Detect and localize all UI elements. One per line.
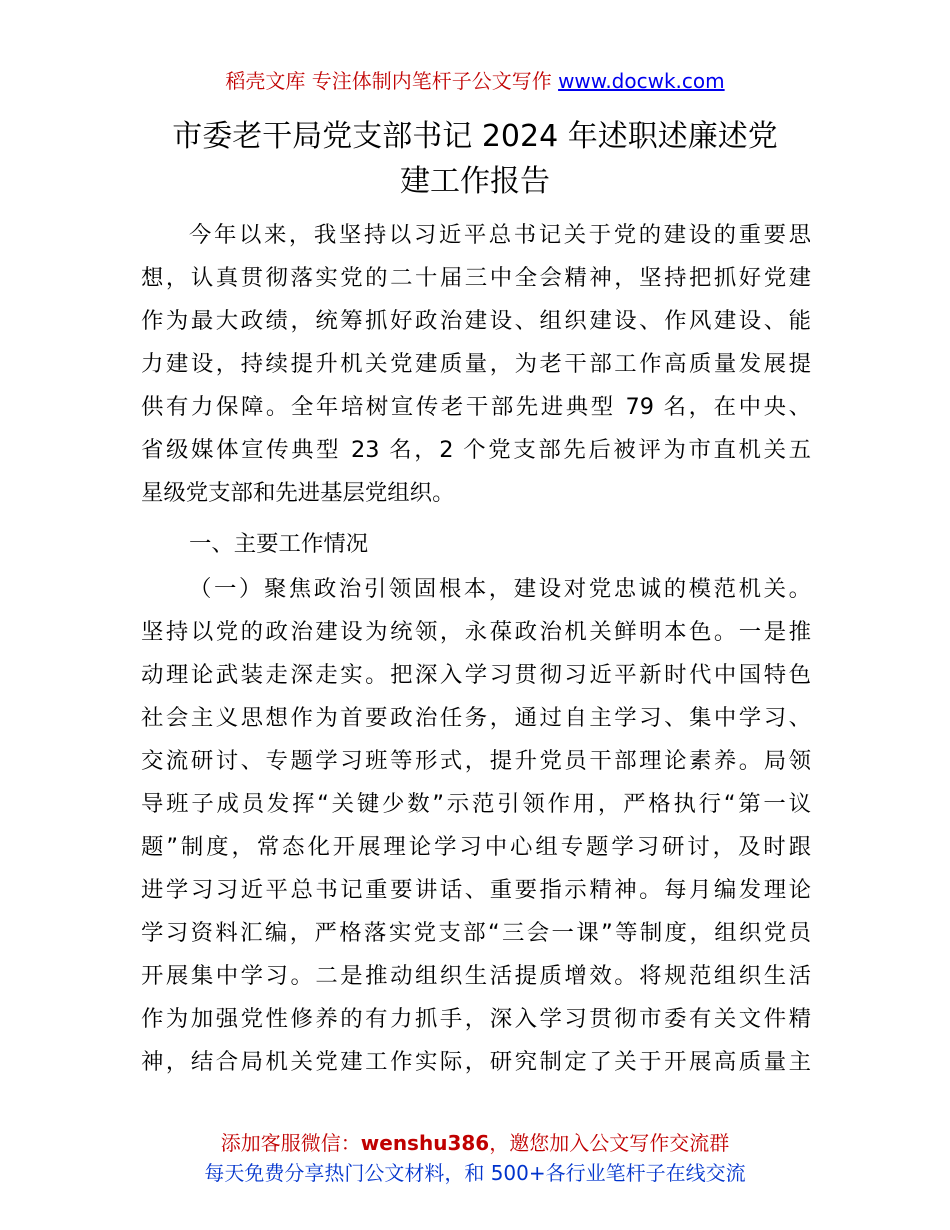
body-line: 题”制度，常态化开展理论学习中心组专题学习研讨，及时跟 xyxy=(141,834,811,860)
title-line-2: 建工作报告 xyxy=(400,164,550,199)
body-line: 社会主义思想作为首要政治任务，通过自主学习、集中学习、 xyxy=(141,705,811,731)
site-link[interactable]: www.docwk.com xyxy=(558,69,725,93)
brand-tagline: 稻壳文库 专注体制内笔杆子公文写作 xyxy=(225,69,552,93)
body-line: 想，认真贯彻落实党的二十届三中全会精神，坚持把抓好党建 xyxy=(141,265,811,291)
footer-promo: 每天免费分享热门公文材料，和 500+各行业笔杆子在线交流 xyxy=(204,1161,746,1185)
wechat-prefix: 添加客服微信： xyxy=(220,1131,361,1155)
body-line: （一）聚焦政治引领固根本，建设对党忠诚的模范机关。 xyxy=(189,576,811,602)
body-line: 交流研讨、专题学习班等形式，提升党员干部理论素养。局领 xyxy=(141,748,811,774)
wechat-id: wenshu386 xyxy=(360,1131,490,1155)
footer-banner xyxy=(0,1128,950,1188)
wechat-invite xyxy=(0,1128,950,1158)
body-line: 作为加强党性修养的有力抓手，深入学习贯彻市委有关文件精 xyxy=(141,1006,811,1032)
body-line: 动理论武装走深走实。把深入学习贯彻习近平新时代中国特色 xyxy=(141,662,811,688)
section-heading-wrap xyxy=(141,515,811,563)
paragraph-intro xyxy=(141,214,811,515)
body-line: 坚持以党的政治建设为统领，永葆政治机关鲜明本色。一是推 xyxy=(141,619,811,645)
title-line-1: 市委老干局党支部书记 2024 年述职述廉述党 xyxy=(172,119,778,154)
paragraph-political xyxy=(141,568,811,1084)
body-line: 导班子成员发挥“关键少数”示范引领作用，严格执行“第一议 xyxy=(141,791,811,817)
body-line: 星级党支部和先进基层党组织。 xyxy=(141,480,455,506)
document-title xyxy=(120,114,830,204)
header-banner xyxy=(0,66,950,96)
body-line: 力建设，持续提升机关党建质量，为老干部工作高质量发展提 xyxy=(141,351,811,377)
body-line: 学习资料汇编，严格落实党支部“三会一课”等制度，组织党员 xyxy=(141,920,811,946)
body-line: 开展集中学习。二是推动组织生活提质增效。将规范组织生活 xyxy=(141,963,811,989)
body-line: 省级媒体宣传典型 23 名，2 个党支部先后被评为市直机关五 xyxy=(141,437,811,463)
wechat-suffix: ，邀您加入公文写作交流群 xyxy=(489,1131,730,1155)
section-heading: 一、主要工作情况 xyxy=(189,531,369,557)
document-body xyxy=(141,214,811,1084)
body-line: 今年以来，我坚持以习近平总书记关于党的建设的重要思 xyxy=(189,222,811,248)
body-line: 进学习习近平总书记重要讲话、重要指示精神。每月编发理论 xyxy=(141,877,811,903)
body-line: 作为最大政绩，统筹抓好政治建设、组织建设、作风建设、能 xyxy=(141,308,811,334)
body-line: 供有力保障。全年培树宣传老干部先进典型 79 名，在中央、 xyxy=(141,394,811,420)
body-line: 神，结合局机关党建工作实际，研究制定了关于开展高质量主 xyxy=(141,1049,811,1075)
